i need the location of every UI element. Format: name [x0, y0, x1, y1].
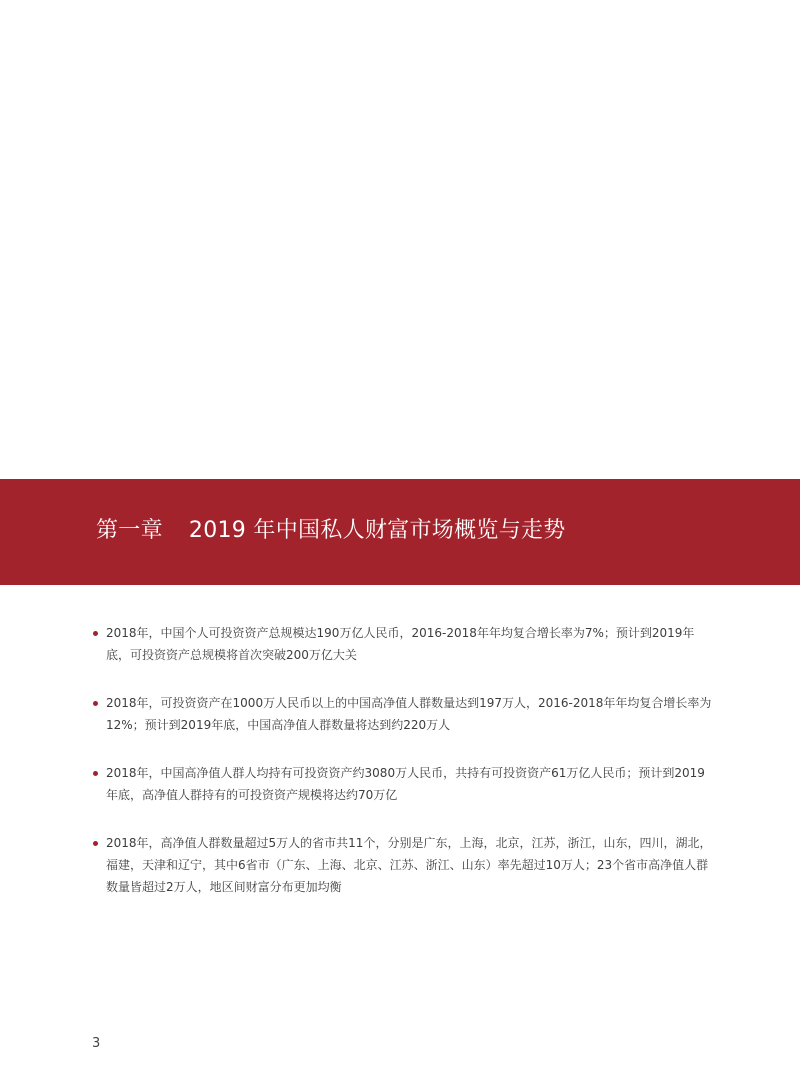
bullet-dot-icon — [93, 771, 98, 776]
list-item — [92, 832, 714, 898]
chapter-title-text: 2019 年中国私人财富市场概览与走势 — [188, 518, 566, 543]
list-item-text: 2018年，可投资资产在1000万人民币以上的中国高净值人群数量达到197万人，2016-2018年年均复合增长率为12%；预计到2019年底，中国高净值人群数量将达到约220万人 — [106, 696, 712, 732]
bullet-dot-icon — [93, 631, 98, 636]
list-item-text: 2018年，高净值人群数量超过5万人的省市共11个，分别是广东，上海，北京，江苏，浙江，山东，四川，湖北，福建，天津和辽宁，其中6省市（广东、上海、北京、江苏、浙江、山东）率先超过10万人；23个省市高净值人群数量皆超过2万人，地区间财富分布更加均衡 — [106, 836, 712, 894]
list-item-text: 2018年，中国高净值人群人均持有可投资资产约3080万人民币，共持有可投资资产61万亿人民币；预计到2019年底，高净值人群持有的可投资资产规模将达约70万亿 — [106, 766, 705, 802]
list-item — [92, 762, 714, 806]
bullet-dot-icon — [93, 841, 98, 846]
chapter-heading — [96, 513, 566, 549]
chapter-label: 第一章 — [96, 518, 163, 543]
key-findings-list — [92, 622, 714, 898]
list-item — [92, 692, 714, 736]
list-item — [92, 622, 714, 666]
bullet-dot-icon — [93, 701, 98, 706]
page-number: 3 — [92, 1036, 101, 1051]
list-item-text: 2018年，中国个人可投资资产总规模达190万亿人民币，2016-2018年年均复合增长率为7%；预计到2019年底，可投资资产总规模将首次突破200万亿大关 — [106, 626, 695, 662]
